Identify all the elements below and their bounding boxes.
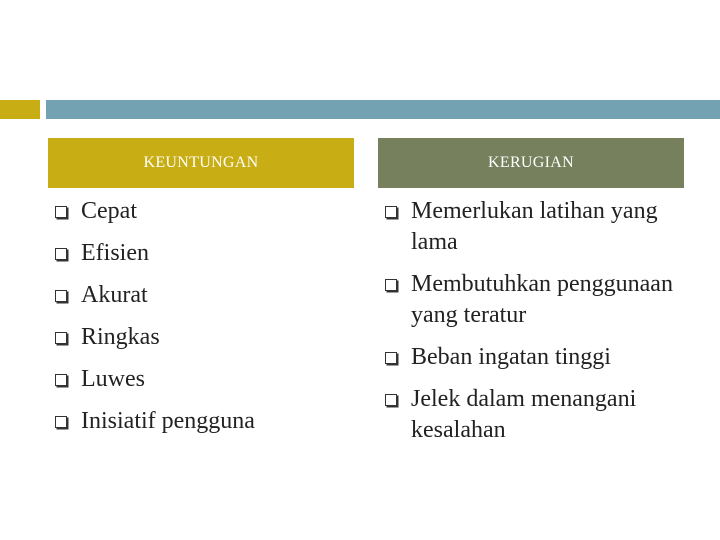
list-item-text: Beban ingatan tinggi: [411, 344, 611, 370]
square-bullet-icon: [385, 352, 397, 364]
list-item: [52, 406, 352, 437]
keuntungan-list: [52, 196, 352, 448]
list-item-text: Cepat: [81, 198, 137, 224]
kerugian-header: [378, 138, 684, 188]
accent-bar-left: [0, 100, 40, 119]
square-bullet-icon: [385, 279, 397, 291]
list-item-text: Akurat: [81, 282, 148, 308]
square-bullet-icon: [55, 374, 67, 386]
list-item: [382, 384, 682, 446]
keuntungan-header-label: KEUNTUNGAN: [143, 154, 259, 171]
list-item-text: Efisien: [81, 240, 149, 266]
square-bullet-icon: [55, 248, 67, 260]
list-item: [382, 196, 682, 258]
list-item: [52, 280, 352, 311]
square-bullet-icon: [55, 416, 67, 428]
list-item-text: Ringkas: [81, 324, 160, 350]
square-bullet-icon: [55, 290, 67, 302]
square-bullet-icon: [385, 206, 397, 218]
accent-bar-right: [46, 100, 720, 119]
square-bullet-icon: [55, 206, 67, 218]
list-item: [52, 364, 352, 395]
list-item: [382, 342, 682, 373]
list-item-text: Luwes: [81, 366, 145, 392]
list-item-text: Inisiatif pengguna: [81, 408, 255, 434]
kerugian-header-label: KERUGIAN: [488, 154, 574, 171]
list-item: [52, 322, 352, 353]
list-item-text: Jelek dalam menangani kesalahan: [411, 386, 637, 443]
list-item-text: Memerlukan latihan yang lama: [411, 198, 658, 255]
kerugian-list: [382, 196, 682, 457]
list-item: [52, 238, 352, 269]
list-item: [382, 269, 682, 331]
keuntungan-header: [48, 138, 354, 188]
square-bullet-icon: [385, 394, 397, 406]
square-bullet-icon: [55, 332, 67, 344]
list-item-text: Membutuhkan penggunaan yang teratur: [411, 271, 673, 328]
list-item: [52, 196, 352, 227]
